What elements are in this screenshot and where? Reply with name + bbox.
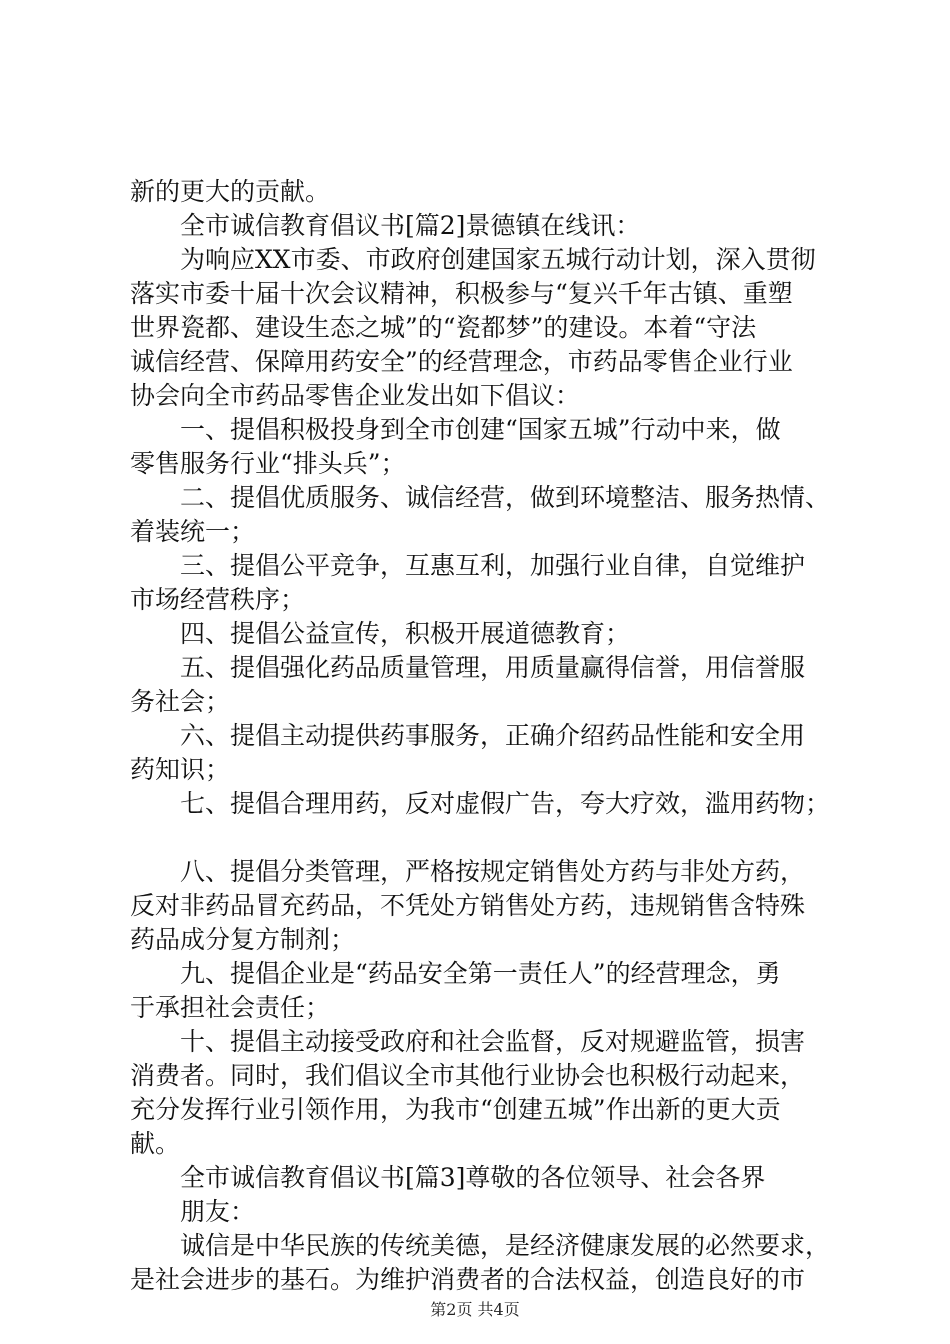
text-line: 朋友： [180, 1197, 256, 1226]
text-line: 二、提倡优质服务、诚信经营，做到环境整洁、服务热情、 [180, 483, 831, 512]
text-line: 协会向全市药品零售企业发出如下倡议： [130, 381, 581, 410]
text-line: 七、提倡合理用药，反对虚假广告，夸大疗效，滥用药物； [180, 789, 831, 818]
text-line: 反对非药品冒充药品，不凭处方销售处方药，违规销售含特殊 [130, 891, 806, 920]
text-line: 献。 [130, 1129, 181, 1158]
text-line: 市场经营秩序； [130, 585, 306, 614]
text-line: 世界瓷都、建设生态之城”的“瓷都梦”的建设。本着“守法 [130, 313, 757, 342]
text-line: 消费者。同时，我们倡议全市其他行业协会也积极行动起来， [130, 1061, 806, 1090]
text-line: 五、提倡强化药品质量管理，用质量赢得信誉，用信誉服 [180, 653, 806, 682]
text-line: 八、提倡分类管理，严格按规定销售处方药与非处方药， [180, 857, 806, 886]
text-line: 务社会； [130, 687, 231, 716]
text-line: 于承担社会责任； [130, 993, 331, 1022]
text-line: 是社会进步的基石。为维护消费者的合法权益，创造良好的市 [130, 1265, 806, 1294]
page-footer: 第2页 共4页 [430, 1300, 520, 1319]
text-line: 四、提倡公益宣传，积极开展道德教育； [180, 619, 631, 648]
text-line: 落实市委十届十次会议精神，积极参与“复兴千年古镇、重塑 [130, 279, 793, 308]
text-line: 全市诚信教育倡议书[篇2]景德镇在线讯： [180, 211, 641, 240]
text-line: 十、提倡主动接受政府和社会监督，反对规避监管，损害 [180, 1027, 806, 1056]
text-line: 九、提倡企业是“药品安全第一责任人”的经营理念，勇 [180, 959, 781, 988]
text-line: 药知识； [130, 755, 231, 784]
text-line: 全市诚信教育倡议书[篇3]尊敬的各位领导、社会各界 [180, 1163, 766, 1192]
text-line: 诚信经营、保障用药安全”的经营理念，市药品零售企业行业 [130, 347, 793, 376]
text-line: 新的更大的贡献。 [130, 177, 331, 206]
text-line: 三、提倡公平竞争，互惠互利，加强行业自律，自觉维护 [180, 551, 806, 580]
text-line: 充分发挥行业引领作用，为我市“创建五城”作出新的更大贡 [130, 1095, 781, 1124]
text-line: 六、提倡主动提供药事服务，正确介绍药品性能和安全用 [180, 721, 806, 750]
text-line: 着装统一； [130, 517, 256, 546]
text-line: 一、提倡积极投身到全市创建“国家五城”行动中来，做 [180, 415, 781, 444]
text-line: 零售服务行业“排头兵”； [130, 449, 406, 478]
text-line: 诚信是中华民族的传统美德，是经济健康发展的必然要求， [180, 1231, 831, 1260]
text-line: 为响应XX市委、市政府创建国家五城行动计划，深入贯彻 [180, 245, 816, 274]
text-line: 药品成分复方制剂； [130, 925, 356, 954]
